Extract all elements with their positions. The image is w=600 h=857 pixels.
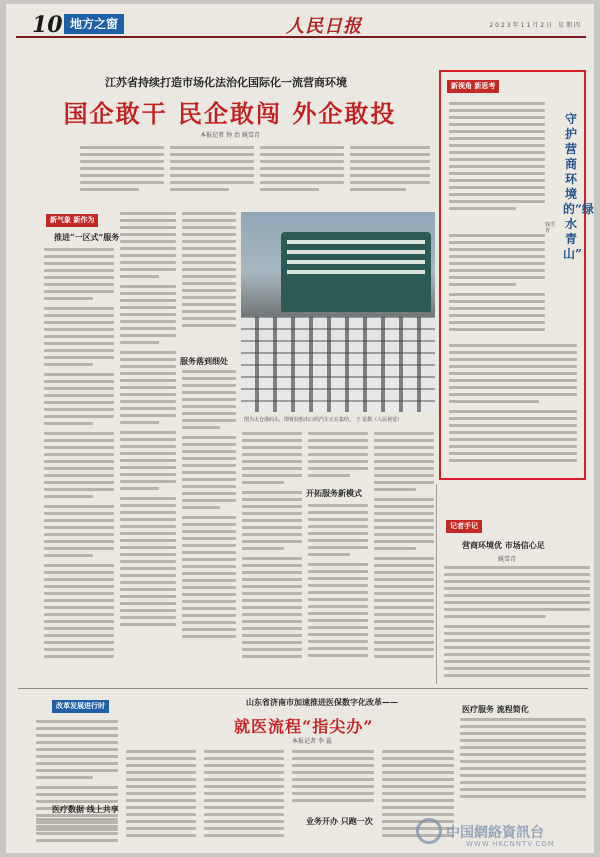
lead-subhead-3: 开拓服务新模式 xyxy=(306,488,362,498)
body-column-4 xyxy=(242,432,302,678)
commentary-box xyxy=(439,70,594,480)
section-label: 地方之窗 xyxy=(64,14,124,34)
bottom-column-4 xyxy=(292,750,374,810)
bottom-headline: 就医流程“指尖办” xyxy=(234,717,374,736)
body-column-2 xyxy=(120,212,176,678)
intro-column-1 xyxy=(80,146,164,202)
header-meta: 2023年11月2日 星期四 xyxy=(489,22,582,29)
notes-headline: 营商环境优 市场信心足 xyxy=(462,540,545,550)
cargo-ship xyxy=(281,232,431,312)
lead-badge: 新气象 新作为 xyxy=(46,214,98,227)
lead-byline: 本报记者 钟 治 姚雪青 xyxy=(200,132,260,139)
notes-badge: 记者手记 xyxy=(446,520,482,533)
bottom-subhead-1: 医疗数据 线上共享 xyxy=(52,804,119,814)
lead-subhead-2: 服务落到细处 xyxy=(180,356,228,366)
intro-column-3 xyxy=(260,146,344,202)
notes-author: 姚雪青 xyxy=(498,556,517,563)
masthead-logo: 人民日报 xyxy=(286,16,362,37)
column-divider xyxy=(436,484,437,684)
bottom-badge: 改革发展进行时 xyxy=(52,700,109,713)
commentary-text-mid xyxy=(449,234,545,344)
bottom-byline: 本报记者 李 蕊 xyxy=(292,738,332,745)
parked-cars xyxy=(241,317,435,412)
body-column-3b xyxy=(182,370,236,678)
bottom-column-2 xyxy=(126,750,196,846)
photo-caption: 图为太仓港码头，即将装船出口的汽车正在集结。 王 雷摄（人民视觉） xyxy=(244,417,403,423)
port-photo xyxy=(241,212,435,412)
watermark-logo-icon xyxy=(416,818,442,844)
lead-subhead-1: 推进“一区式”服务 xyxy=(54,232,120,242)
bottom-column-3 xyxy=(204,750,284,846)
body-column-1 xyxy=(44,248,114,678)
watermark-url: WWW.HKCNNTV.COM xyxy=(466,840,555,848)
bottom-subhead-2: 业务开办 只跑一次 xyxy=(306,816,373,826)
commentary-text-top xyxy=(449,102,545,232)
bottom-column-6 xyxy=(460,718,586,814)
body-column-5b xyxy=(308,504,368,678)
lead-headline: 国企敢干 民企敢闯 外企敢投 xyxy=(63,99,397,128)
intro-column-2 xyxy=(170,146,254,202)
commentary-badge: 新视角 新思考 xyxy=(447,80,499,93)
section-divider xyxy=(18,688,588,689)
page-number: 10 xyxy=(32,12,63,38)
watermark-name: 中国網絡資訊台 xyxy=(446,825,544,841)
newspaper-page xyxy=(6,4,594,853)
page-header xyxy=(16,10,586,38)
body-column-3 xyxy=(182,212,236,352)
bottom-kicker: 山东省济南市加速推进医保数字化改革—— xyxy=(246,697,398,707)
bottom-column-1b xyxy=(36,818,118,848)
lead-kicker: 江苏省持续打造市场化法治化国际化一流营商环境 xyxy=(105,76,347,89)
commentary-author: 钱雪青 xyxy=(545,222,556,234)
body-column-6 xyxy=(374,432,434,678)
notes-text xyxy=(444,566,590,678)
body-column-5 xyxy=(308,432,368,482)
commentary-title: 守护营商环境的“绿水青山” xyxy=(563,112,594,261)
intro-column-4 xyxy=(350,146,430,202)
commentary-text-bottom xyxy=(449,344,577,474)
bottom-subhead-3: 医疗服务 流程简化 xyxy=(462,704,529,714)
